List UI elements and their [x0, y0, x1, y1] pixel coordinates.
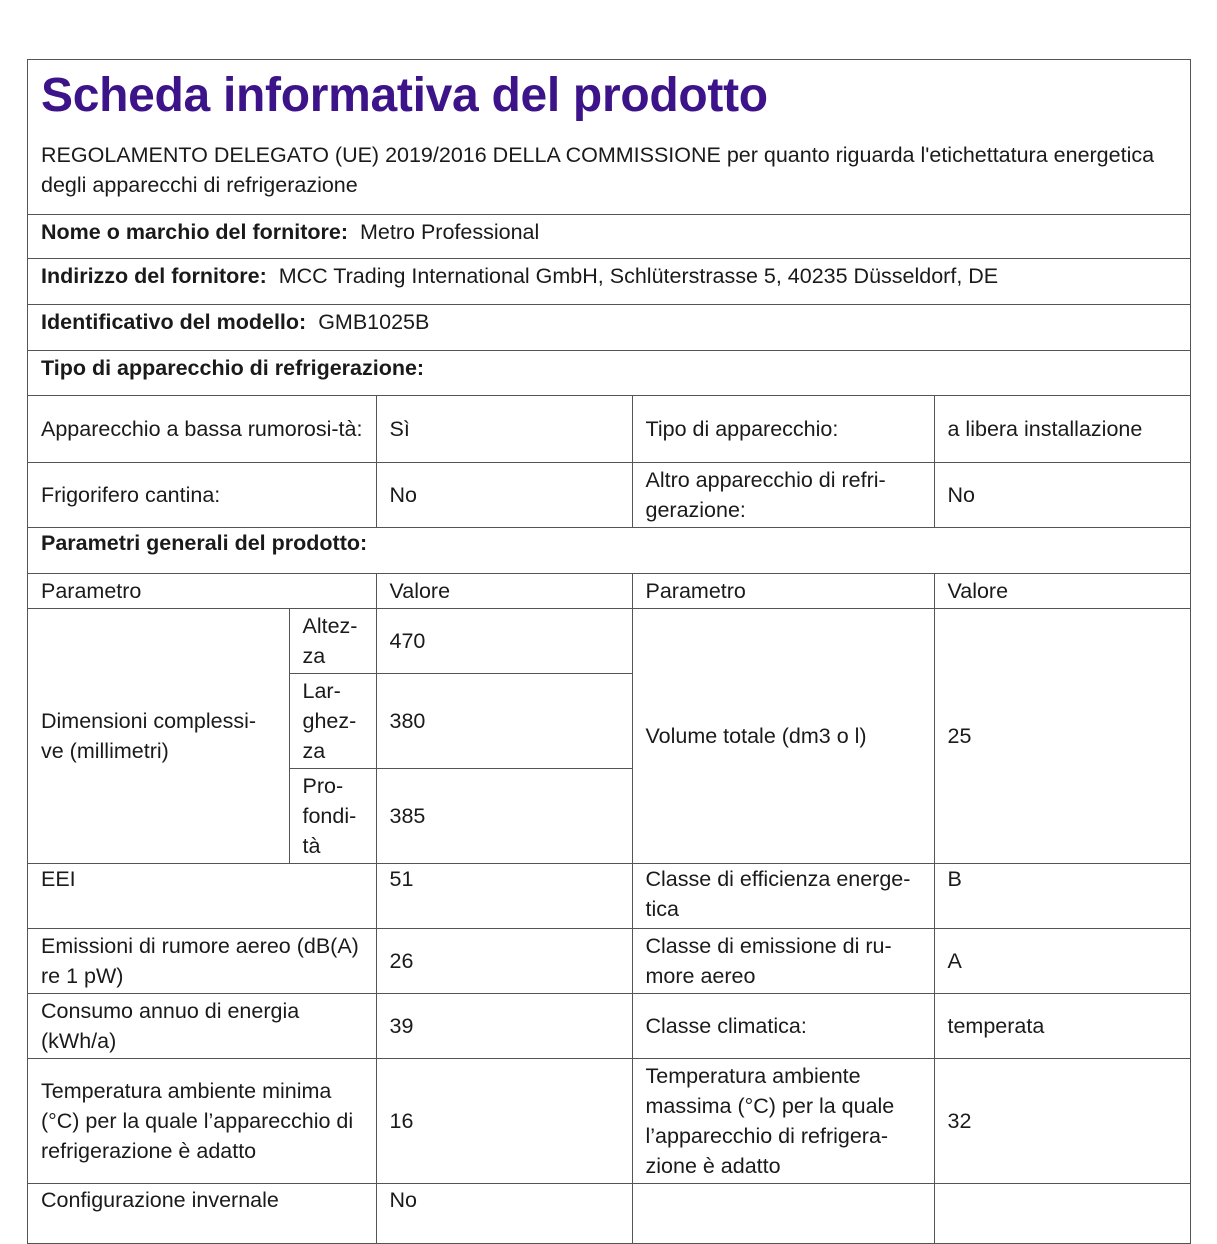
empty-cell [934, 1183, 1190, 1243]
winter-setting-label: Configurazione invernale [28, 1183, 376, 1243]
max-temperature-value: 32 [934, 1058, 1190, 1183]
product-information-sheet [27, 59, 1191, 1244]
height-label: Altez-za [289, 608, 376, 673]
supplier-name-row [28, 215, 1190, 259]
climate-class-label: Classe climatica: [632, 993, 934, 1058]
supplier-address-value: MCC Trading International GmbH, Schlüterstrasse 5, 40235 Düsseldorf, DE [278, 264, 999, 288]
width-value: 380 [376, 673, 632, 768]
table-header-row [28, 573, 1190, 608]
appliance-type-section: Tipo di apparecchio di refrigerazione: [28, 351, 1190, 396]
table-row [28, 462, 1190, 527]
energy-class-label: Classe di efficienza energe-tica [632, 863, 934, 928]
depth-label: Pro-fondi-tà [289, 768, 376, 863]
model-id-label: Identificativo del modello: [41, 310, 307, 334]
other-appliance-value: No [934, 462, 1190, 527]
parameter-header: Parametro [28, 573, 376, 608]
parameters-table [28, 396, 1190, 1244]
table-row [28, 396, 1190, 462]
other-appliance-label: Altro apparecchio di refri-gerazione: [632, 462, 934, 527]
table-row [28, 863, 1190, 928]
wine-cellar-value: No [376, 462, 632, 527]
noise-class-label: Classe di emissione di ru-more aereo [632, 928, 934, 993]
width-label: Lar-ghez-za [289, 673, 376, 768]
max-temperature-label: Temperatura ambiente massima (°C) per la quale l’apparecchio di refrigera-zione è adatto [632, 1058, 934, 1183]
model-id-row [28, 305, 1190, 351]
table-row [28, 1183, 1190, 1243]
winter-setting-value: No [376, 1183, 632, 1243]
supplier-address-row [28, 259, 1190, 305]
min-temperature-label: Temperatura ambiente minima (°C) per la quale l’apparecchio di refrigerazione è adatto [28, 1058, 376, 1183]
wine-cellar-label: Frigorifero cantina: [28, 462, 376, 527]
eei-value: 51 [376, 863, 632, 928]
dimensions-label: Dimensioni complessi-ve (millimetri) [28, 608, 289, 863]
empty-cell [632, 1183, 934, 1243]
supplier-name-label: Nome o marchio del fornitore: [41, 220, 349, 244]
model-id-value: GMB1025B [318, 310, 430, 334]
depth-value: 385 [376, 768, 632, 863]
table-row [28, 993, 1190, 1058]
parameter-header: Parametro [632, 573, 934, 608]
low-noise-label: Apparecchio a bassa rumorosi-tà: [28, 396, 376, 462]
height-value: 470 [376, 608, 632, 673]
eei-label: EEI [28, 863, 376, 928]
table-row [28, 608, 1190, 673]
min-temperature-value: 16 [376, 1058, 632, 1183]
annual-energy-label: Consumo annuo di energia (kWh/a) [28, 993, 376, 1058]
regulation-subtitle: REGOLAMENTO DELEGATO (UE) 2019/2016 DELLA COMMISSIONE per quanto riguarda l'etichettatura energetica degli apparecchi di refrigerazione [41, 143, 1155, 197]
appliance-type-label: Tipo di apparecchio: [632, 396, 934, 462]
appliance-type-value: a libera installazione [934, 396, 1190, 462]
noise-class-value: A [934, 928, 1190, 993]
noise-emission-label: Emissioni di rumore aereo (dB(A) re 1 pW) [28, 928, 376, 993]
table-row [28, 928, 1190, 993]
supplier-name-value: Metro Professional [360, 220, 540, 244]
page-title: Scheda informativa del prodotto [41, 69, 768, 122]
general-parameters-section: Parametri generali del prodotto: [28, 527, 1190, 573]
climate-class-value: temperata [934, 993, 1190, 1058]
low-noise-value: Sì [376, 396, 632, 462]
table-row [28, 527, 1190, 573]
total-volume-value: 25 [934, 608, 1190, 863]
table-row [28, 1058, 1190, 1183]
annual-energy-value: 39 [376, 993, 632, 1058]
supplier-address-label: Indirizzo del fornitore: [41, 264, 267, 288]
value-header: Valore [376, 573, 632, 608]
total-volume-label: Volume totale (dm3 o l) [632, 608, 934, 863]
noise-emission-value: 26 [376, 928, 632, 993]
value-header: Valore [934, 573, 1190, 608]
header-block [28, 60, 1190, 215]
energy-class-value: B [934, 863, 1190, 928]
